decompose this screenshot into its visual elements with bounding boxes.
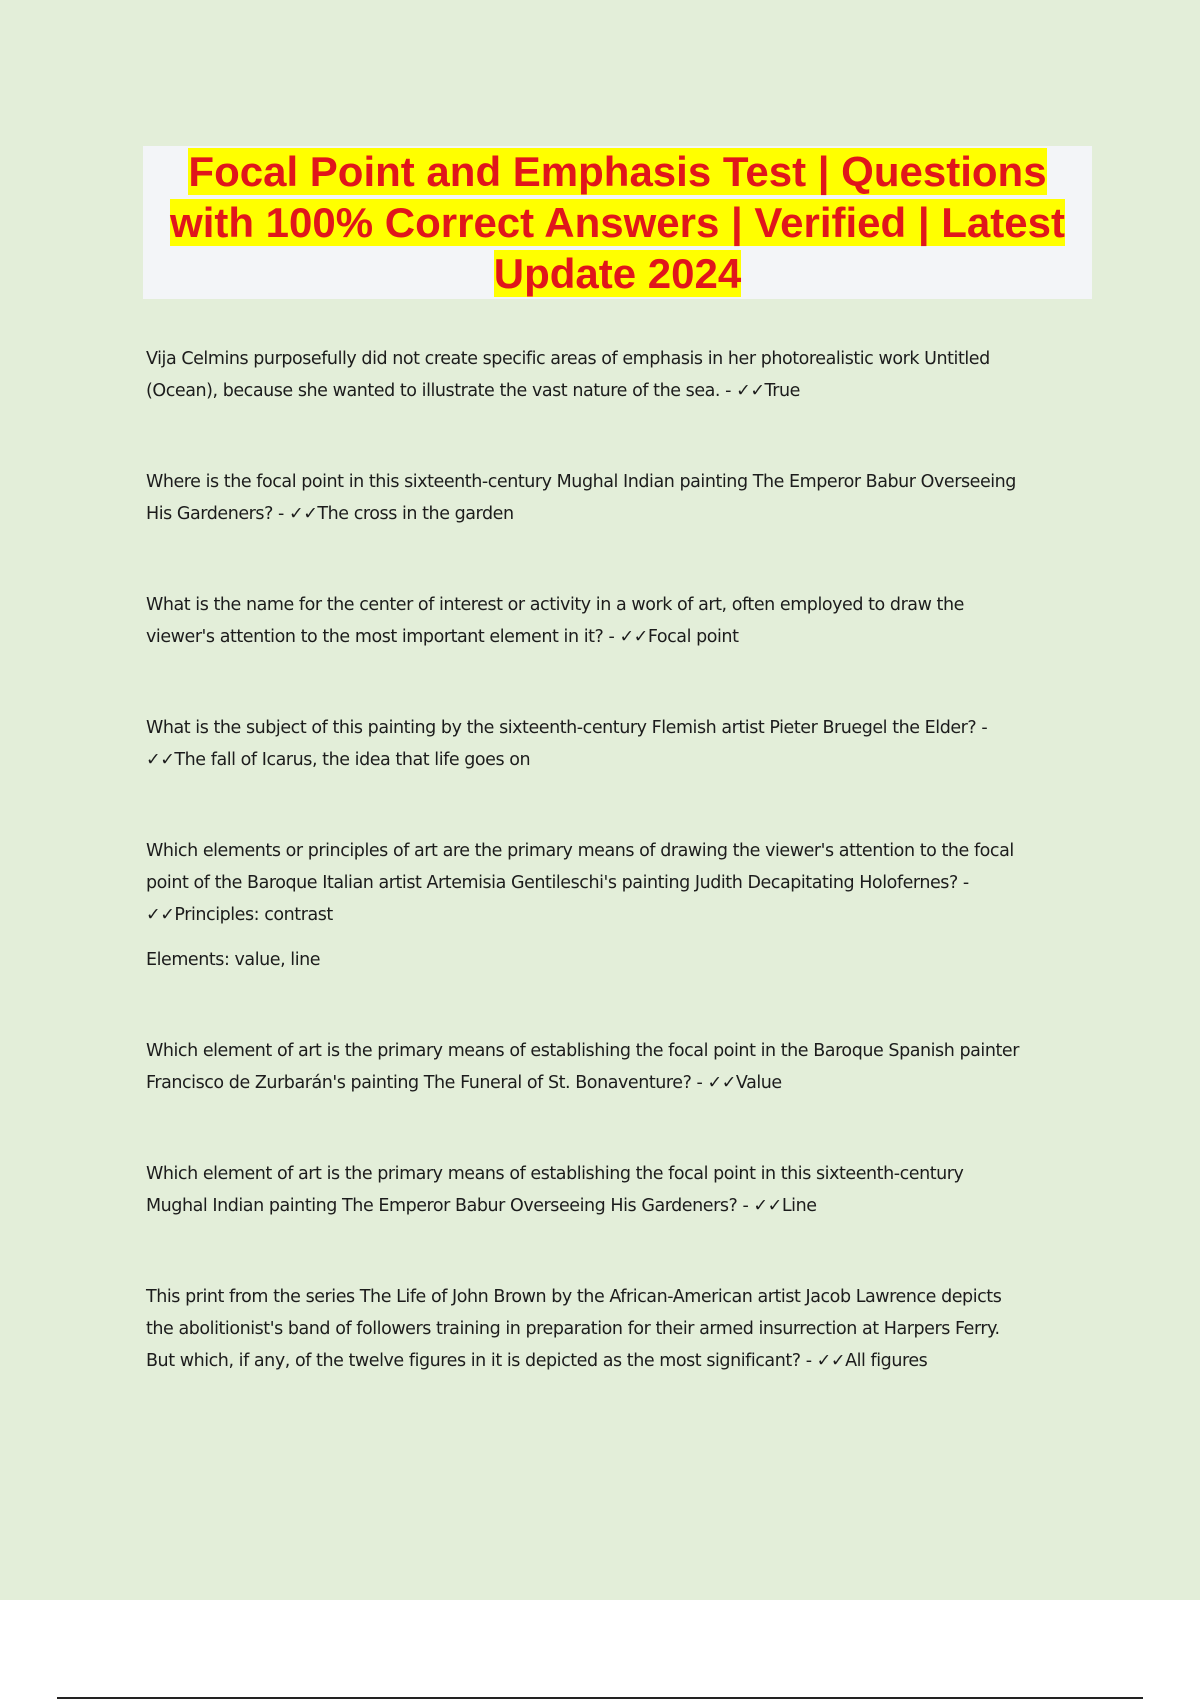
- question-line: This print from the series The Life of John Brown by the African-American artist Jacob Lawrence depicts: [146, 1287, 1002, 1307]
- question-line: His Gardeners? - ✓✓The cross in the garden: [146, 504, 514, 524]
- question-line: the abolitionist's band of followers training in preparation for their armed insurrection at Harpers Ferry.: [146, 1319, 1000, 1339]
- question-item: [146, 1158, 1096, 1222]
- question-item: [146, 589, 1096, 653]
- question-line: ✓✓The fall of Icarus, the idea that life goes on: [146, 750, 531, 770]
- question-item: [146, 343, 1096, 407]
- question-list: [146, 343, 1096, 1377]
- question-item: [146, 1035, 1096, 1099]
- question-line: Which elements or principles of art are the primary means of drawing the viewer's attention to the focal: [146, 841, 1014, 861]
- question-line: Where is the focal point in this sixteenth-century Mughal Indian painting The Emperor Babur Overseeing: [146, 472, 1016, 492]
- document-title: [148, 146, 1088, 299]
- question-line: But which, if any, of the twelve figures in it is depicted as the most significant? - ✓✓All figures: [146, 1351, 928, 1371]
- question-item: [146, 1281, 1096, 1377]
- question-line: Which element of art is the primary means of establishing the focal point in this sixteenth-century: [146, 1164, 964, 1184]
- question-line: What is the name for the center of interest or activity in a work of art, often employed to draw the: [146, 595, 964, 615]
- title-highlight: Focal Point and Emphasis Test | Questions with 100% Correct Answers | Verified | Latest Update 2024: [170, 148, 1065, 297]
- question-line: What is the subject of this painting by the sixteenth-century Flemish artist Pieter Bruegel the Elder? -: [146, 718, 988, 738]
- question-line: point of the Baroque Italian artist Artemisia Gentileschi's painting Judith Decapitating Holofernes? -: [146, 873, 969, 893]
- question-line: Vija Celmins purposefully did not create specific areas of emphasis in her photorealistic work Untitled: [146, 349, 990, 369]
- footer-divider: [57, 1697, 1143, 1699]
- question-line: Which element of art is the primary means of establishing the focal point in the Baroque Spanish painter: [146, 1041, 1019, 1061]
- question-item: [146, 466, 1096, 530]
- question-item: [146, 835, 1096, 976]
- question-line: (Ocean), because she wanted to illustrate the vast nature of the sea. - ✓✓True: [146, 381, 800, 401]
- question-line: Francisco de Zurbarán's painting The Funeral of St. Bonaventure? - ✓✓Value: [146, 1073, 782, 1093]
- question-line: Mughal Indian painting The Emperor Babur Overseeing His Gardeners? - ✓✓Line: [146, 1196, 817, 1216]
- question-line: ✓✓Principles: contrast: [146, 905, 333, 925]
- question-item: [146, 712, 1096, 776]
- title-box: [143, 146, 1092, 299]
- question-line: viewer's attention to the most important element in it? - ✓✓Focal point: [146, 627, 739, 647]
- answer-extra-line: Elements: value, line: [146, 950, 321, 970]
